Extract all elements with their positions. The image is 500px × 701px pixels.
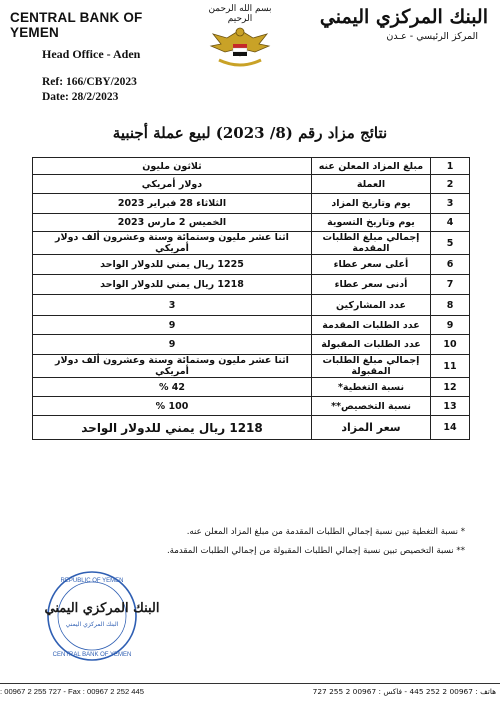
row-label: إجمالي مبلغ الطلبات المقبولة — [312, 355, 431, 378]
stamp-bottom-text: CENTRAL BANK OF YEMEN — [52, 652, 132, 658]
table-row — [33, 355, 470, 378]
table-row — [33, 275, 470, 295]
row-label: يوم وتاريخ المزاد — [312, 194, 431, 214]
footnote-coverage: * نسبة التغطية تبين نسبة إجمالي الطلبات المقدمة من مبلغ المزاد المعلن عنه. — [186, 527, 465, 537]
row-number: 11 — [431, 355, 470, 378]
row-number: 3 — [431, 194, 470, 214]
row-value: 9 — [33, 316, 312, 335]
table-row — [33, 316, 470, 335]
yemen-emblem — [205, 4, 275, 66]
stamp-inner-text: البنك المركزي اليمني — [65, 621, 119, 628]
table-row — [33, 397, 470, 416]
table-row — [33, 255, 470, 275]
row-number: 12 — [431, 378, 470, 397]
row-number: 4 — [431, 214, 470, 232]
office-name-en: Head Office - Aden — [42, 47, 141, 61]
row-value: ثلاثون مليون — [33, 158, 312, 175]
row-label: مبلغ المزاد المعلن عنه — [312, 158, 431, 175]
official-stamp — [40, 560, 160, 670]
row-value: 1218 ريال يمني للدولار الواحد — [33, 416, 312, 440]
row-label: نسبة التخصيص** — [312, 397, 431, 416]
row-value: 3 — [33, 295, 312, 316]
row-label: يوم وتاريخ التسوية — [312, 214, 431, 232]
document-date: Date: 28/2/2023 — [42, 91, 119, 103]
stamp-signature: البنك المركزي اليمني — [44, 601, 160, 616]
row-label: عدد المشاركين — [312, 295, 431, 316]
stamp-top-text: REPUBLIC OF YEMEN — [60, 578, 124, 584]
row-number: 8 — [431, 295, 470, 316]
row-number: 14 — [431, 416, 470, 440]
row-label: إجمالي مبلغ الطلبات المقدمة — [312, 232, 431, 255]
office-name-ar: المركز الرئيسي - عـدن — [386, 31, 478, 42]
row-label: عدد الطلبات المقدمة — [312, 316, 431, 335]
table-row — [33, 175, 470, 194]
row-number: 1 — [431, 158, 470, 175]
table-row — [33, 214, 470, 232]
footnote-allocation: ** نسبة التخصيص تبين نسبة إجمالي الطلبات المقبولة من إجمالي الطلبات المقدمة. — [166, 546, 465, 556]
footer-contact-ar: هاتف : 00967 2 252 445 - فاكس : 00967 2 255 727 — [312, 687, 496, 696]
table-row — [33, 232, 470, 255]
row-number: 2 — [431, 175, 470, 194]
table-row — [33, 295, 470, 316]
row-number: 6 — [431, 255, 470, 275]
document-title: نتائج مزاد رقم (8/ 2023) لبيع عملة أجنبية — [112, 124, 388, 142]
row-value: 9 — [33, 335, 312, 355]
row-label: عدد الطلبات المقبولة — [312, 335, 431, 355]
letterhead-right — [318, 6, 488, 42]
row-value: 1218 ريال يمني للدولار الواحد — [33, 275, 312, 295]
basmala-calligraphy: بسم الله الرحمن الرحيم — [208, 4, 272, 24]
row-value: 42 % — [33, 378, 312, 397]
table-row — [33, 378, 470, 397]
row-value: 1225 ريال يمني للدولار الواحد — [33, 255, 312, 275]
row-value: اثنا عشر مليون وستمائة وستة وعشرون ألف دولار أمريكي — [33, 355, 312, 378]
table-row — [33, 158, 470, 175]
row-label: أعلى سعر عطاء — [312, 255, 431, 275]
auction-results-table — [32, 157, 470, 440]
row-label: أدنى سعر عطاء — [312, 275, 431, 295]
reference-number: Ref: 166/CBY/2023 — [42, 76, 137, 88]
row-number: 7 — [431, 275, 470, 295]
row-label: العملة — [312, 175, 431, 194]
row-label: سعر المزاد — [312, 416, 431, 440]
row-number: 13 — [431, 397, 470, 416]
row-value: الثلاثاء 28 فبراير 2023 — [33, 194, 312, 214]
bank-name-ar: البنك المركزي اليمني — [319, 6, 488, 28]
row-label: نسبة التغطية* — [312, 378, 431, 397]
row-number: 10 — [431, 335, 470, 355]
table-row — [33, 335, 470, 355]
row-number: 9 — [431, 316, 470, 335]
eagle-icon — [205, 24, 275, 72]
bank-name-en: CENTRAL BANK OF YEMEN — [10, 10, 143, 40]
table-row — [33, 194, 470, 214]
letterhead-left — [10, 10, 170, 103]
footer-divider — [0, 683, 500, 684]
row-value: اثنا عشر مليون وستمائة وستة وعشرون ألف دولار أمريكي — [33, 232, 312, 255]
row-value: دولار أمريكي — [33, 175, 312, 194]
row-value: الخميس 2 مارس 2023 — [33, 214, 312, 232]
footer-contact-en: : 00967 2 255 727 - Fax : 00967 2 252 445 — [0, 687, 144, 696]
table-row — [33, 416, 470, 440]
row-value: 100 % — [33, 397, 312, 416]
row-number: 5 — [431, 232, 470, 255]
